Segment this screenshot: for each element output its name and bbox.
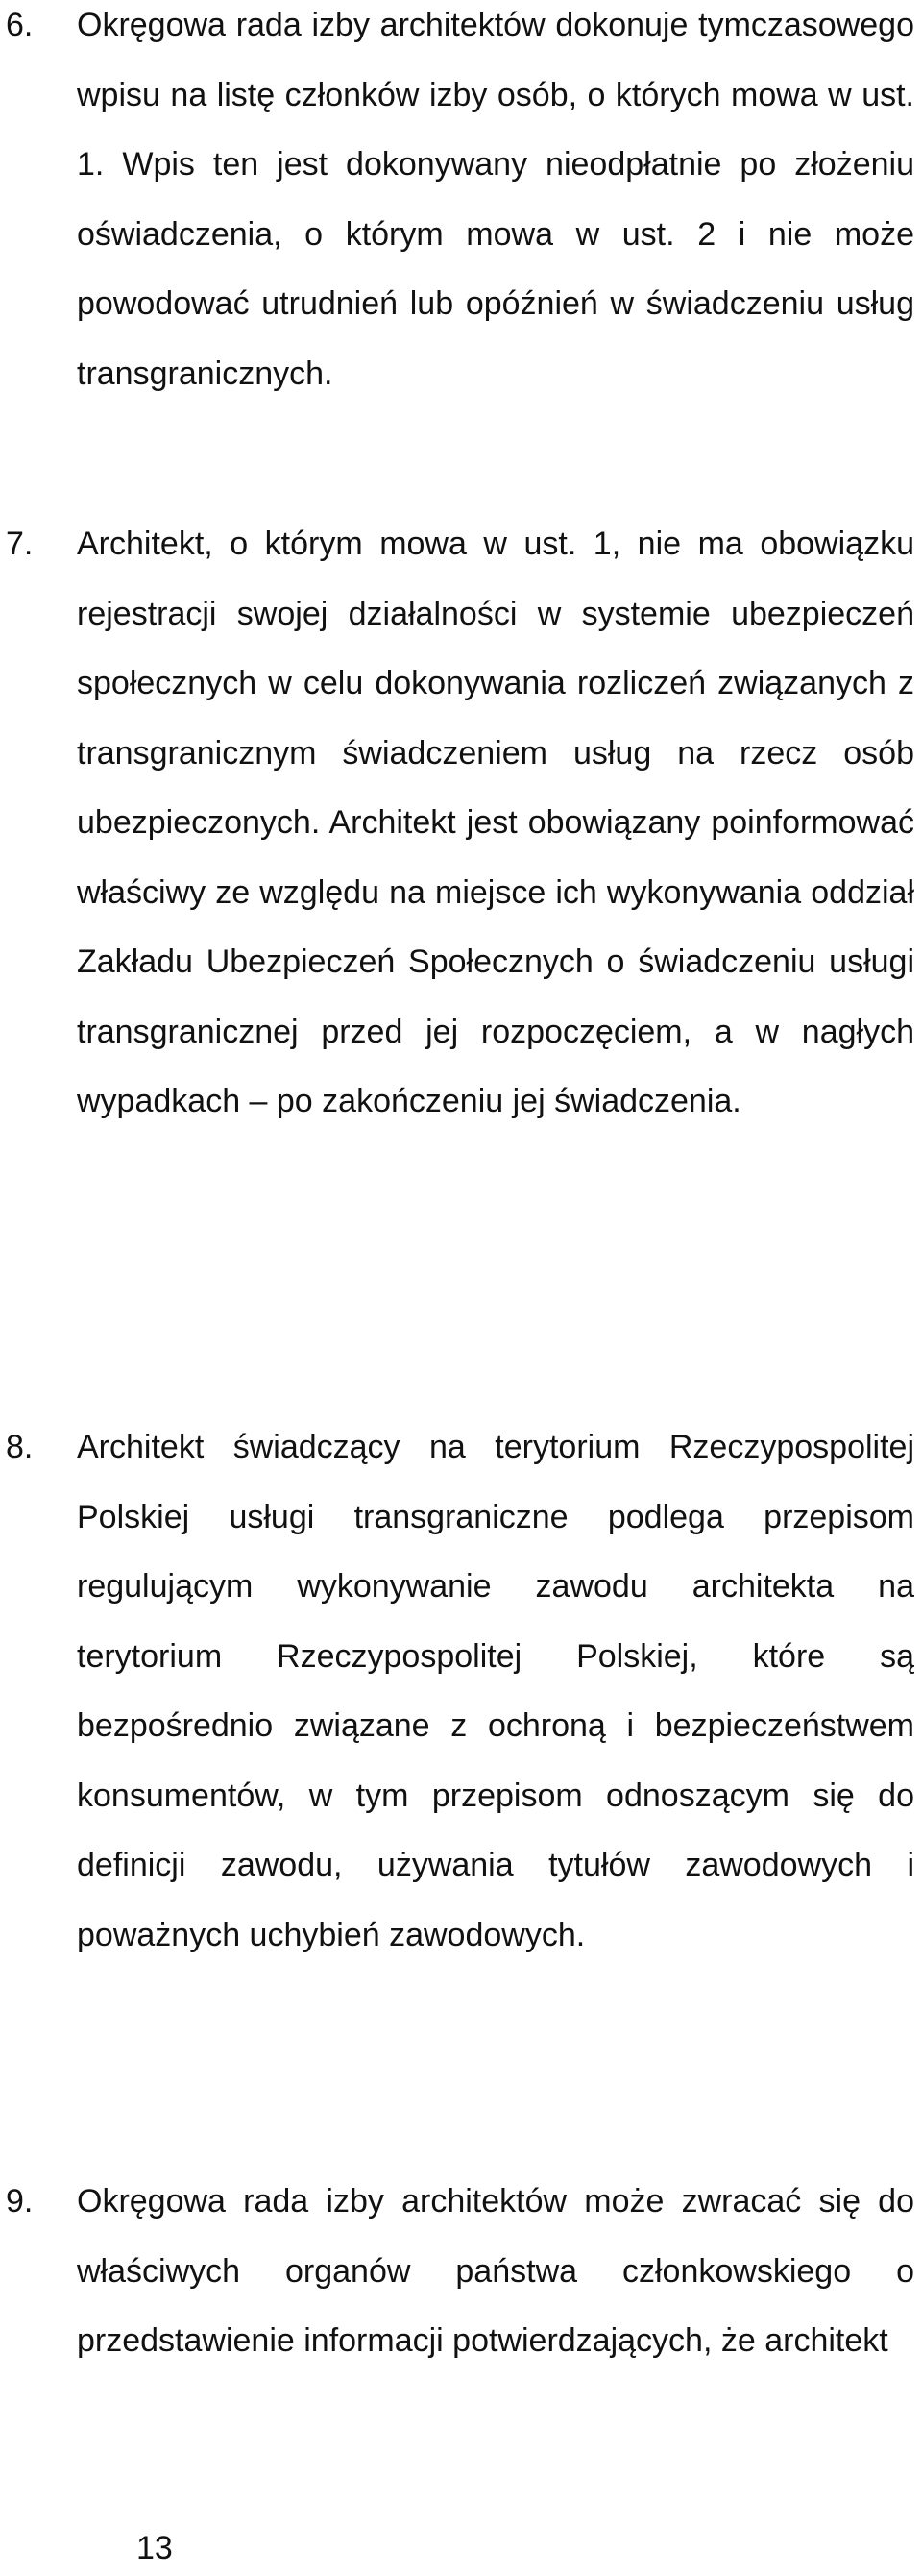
paragraph-text: Architekt świadczący na terytorium Rzeczypospolitej Polskiej usługi transgraniczne podlega przepisom regulującym wykonywanie zawodu architekta na terytorium Rzeczypospolitej Polskiej, które są bezpośrednio związane z ochroną i bezpieczeństwem konsumentów, w tym przepisom odnoszącym się do definicji zawodu, używania tytułów zawodowych i poważnych uchybień zawodowych. <box>77 1429 914 1953</box>
paragraph-number: 9. <box>6 2183 34 2220</box>
paragraph-number: 8. <box>6 1429 34 1465</box>
page-number: 13 <box>136 2530 173 2566</box>
paragraph-number: 7. <box>6 526 34 562</box>
paragraph-text: Okręgowa rada izby architektów dokonuje tymczasowego wpisu na listę członków izby osób, o których mowa w ust. 1. Wpis ten jest dokonywany nieodpłatnie po złożeniu oświadczenia, o którym mowa w ust. 2 i nie może powodować utrudnień lub opóźnień w świadczeniu usług transgranicznych. <box>77 7 914 392</box>
paragraph-number: 6. <box>6 7 34 43</box>
paragraph-text: Okręgowa rada izby architektów może zwracać się do właściwych organów państwa członkowskiego o przedstawienie informacji potwierdzających, że architekt <box>77 2183 914 2359</box>
paragraph-text: Architekt, o którym mowa w ust. 1, nie ma obowiązku rejestracji swojej działalności w systemie ubezpieczeń społecznych w celu dokonywania rozliczeń związanych z transgranicznym świadczeniem usług na rzecz osób ubezpieczonych. Architekt jest obowiązany poinformować właściwy ze względu na miejsce ich wykonywania oddział Zakładu Ubezpieczeń Społecznych o świadczeniu usługi transgranicznej przed jej rozpoczęciem, a w nagłych wypadkach – po zakończeniu jej świadczenia. <box>77 526 914 1119</box>
